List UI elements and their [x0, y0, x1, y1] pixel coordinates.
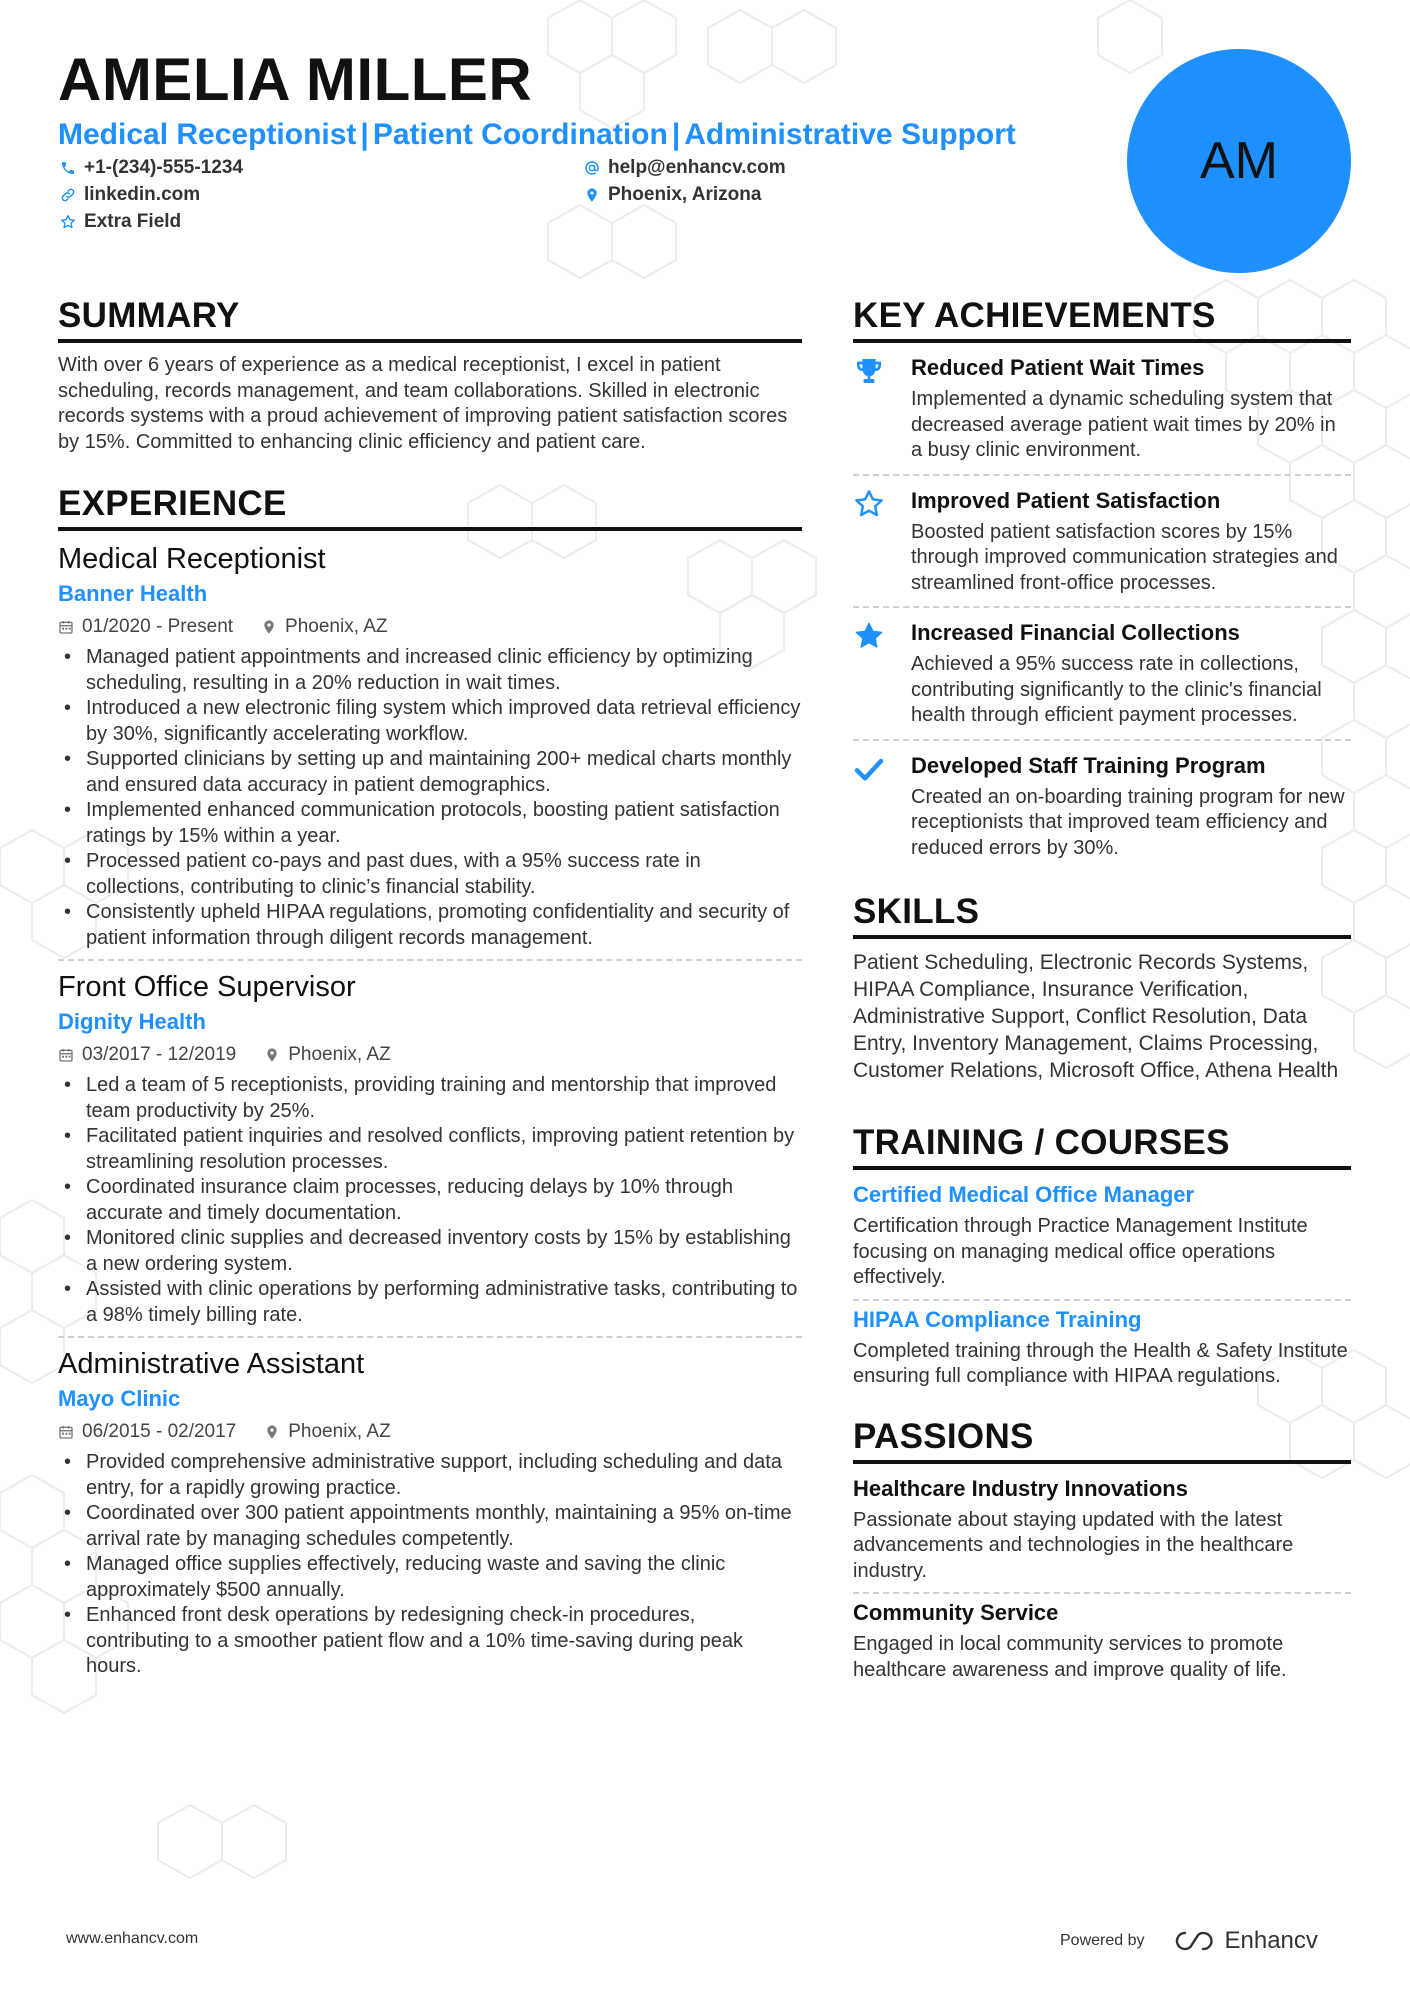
calendar-icon: [58, 1424, 74, 1440]
job-bullets: [58, 645, 802, 951]
footer-website-link[interactable]: www.enhancv.com: [66, 1930, 199, 1947]
job-meta: [58, 613, 802, 641]
footer-powered-by: [1060, 1927, 1318, 1955]
bullet-item: • Coordinated over 300 patient appointments monthly, maintaining a 95% on-time arrival rate by managing schedules competently.: [58, 1501, 802, 1552]
dashed-divider: [853, 474, 1351, 476]
training-section: [853, 1122, 1351, 1390]
experience-section: [58, 483, 802, 1680]
summary-text: With over 6 years of experience as a medical receptionist, I excel in patient scheduling, records management, and team collaborations. Skilled in electronic records systems with a proud achievement of improving patient satisfaction scores by 15%. Committed to enhancing clinic efficiency and patient care.: [58, 354, 788, 453]
bullet-item: • Introduced a new electronic filing system which improved data retrieval efficiency by 30%, significantly accelerating workflow.: [58, 696, 802, 747]
contact-location: [584, 184, 761, 206]
job-location-text: Phoenix, AZ: [288, 1044, 391, 1065]
passion-description: Engaged in local community services to promote healthcare awareness and improve quality of life.: [853, 1633, 1287, 1681]
summary-heading: SUMMARY: [58, 295, 802, 343]
map-pin-icon: [264, 1424, 280, 1440]
dashed-divider: [853, 1299, 1351, 1301]
tagline-separator: |: [671, 118, 681, 151]
achievement-title: Developed Staff Training Program: [911, 752, 1266, 778]
star-outline-icon: [853, 488, 885, 520]
achievement-item: [853, 751, 1351, 862]
job-title: Front Office Supervisor: [58, 971, 356, 1003]
key-achievements-section: [853, 295, 1351, 861]
location-text: Phoenix, Arizona: [608, 184, 762, 205]
job-entry: [58, 1346, 802, 1680]
training-description: Completed training through the Health & Safety Institute ensuring full compliance with HIPAA regulations.: [853, 1339, 1348, 1387]
achievement-description: Boosted patient satisfaction scores by 15% through improved communication strategies and streamlined front-office processes.: [911, 520, 1338, 594]
passions-section: [853, 1416, 1351, 1684]
map-pin-icon: [584, 187, 600, 203]
enhancv-brand-text: Enhancv: [1224, 1927, 1318, 1954]
bullet-item: • Consistently upheld HIPAA regulations, promoting confidentiality and security of patient information through diligent records management.: [58, 900, 802, 951]
map-pin-icon: [261, 619, 277, 635]
achievement-description: Achieved a 95% success rate in collections, contributing significantly to the clinic's financial health through efficient payment processes.: [911, 653, 1322, 726]
contact-extra-field: [60, 211, 181, 233]
achievement-description: Created an on-boarding training program for new receptionists that improved team efficiency and reduced errors by 30%.: [911, 785, 1345, 859]
achievement-item: [853, 486, 1351, 597]
dashed-divider: [58, 1336, 802, 1338]
skills-text: Patient Scheduling, Electronic Records Systems, HIPAA Compliance, Insurance Verification, Administrative Support, Conflict Resolution, Data Entry, Inventory Management, Claims Processing, Customer Relations, Microsoft Office, Athena Health: [853, 951, 1339, 1082]
extra-field-text: Extra Field: [84, 211, 182, 232]
job-entry: [58, 969, 802, 1328]
skills-heading: SKILLS: [853, 891, 1351, 939]
passion-title: Healthcare Industry Innovations: [853, 1475, 1188, 1501]
at-sign-icon: [584, 160, 600, 176]
training-title: Certified Medical Office Manager: [853, 1182, 1195, 1207]
achievement-title: Improved Patient Satisfaction: [911, 487, 1221, 513]
bullet-item: • Supported clinicians by setting up and maintaining 200+ medical charts monthly and ensured data accuracy in patient demographics.: [58, 747, 802, 798]
dashed-divider: [58, 959, 802, 961]
bullet-item: • Implemented enhanced communication protocols, boosting patient satisfaction ratings by 15% within a year.: [58, 798, 802, 849]
tagline-role-2: Patient Coordination: [372, 118, 668, 151]
email-text: help@enhancv.com: [608, 157, 786, 178]
bullet-item: • Managed patient appointments and increased clinic efficiency by optimizing scheduling, resulting in a 20% reduction in wait times.: [58, 645, 802, 696]
bullet-item: • Provided comprehensive administrative support, including scheduling and data entry, for a rapidly growing practice.: [58, 1450, 802, 1501]
job-dates: 01/2020 - Present: [82, 616, 234, 637]
summary-section: [58, 295, 802, 455]
tagline-role-3: Administrative Support: [684, 118, 1016, 151]
tagline-role-1: Medical Receptionist: [58, 118, 357, 151]
achievement-title: Reduced Patient Wait Times: [911, 355, 1205, 380]
training-item: [853, 1305, 1351, 1390]
bullet-item: • Processed patient co-pays and past dues, with a 95% success rate in collections, contributing to clinic’s financial stability.: [58, 849, 802, 900]
phone-icon: [60, 160, 76, 176]
trophy-icon: [853, 355, 885, 387]
key-achievements-heading: KEY ACHIEVEMENTS: [853, 295, 1351, 343]
avatar: [1127, 49, 1351, 273]
job-entry: [58, 541, 802, 951]
job-title: Administrative Assistant: [58, 1348, 365, 1380]
job-dates: 06/2015 - 02/2017: [82, 1421, 237, 1442]
achievement-description: Implemented a dynamic scheduling system that decreased average patient wait times by 20% in a busy clinic environment.: [911, 388, 1336, 461]
linkedin-text: linkedin.com: [84, 184, 201, 205]
enhancv-logo[interactable]: [1171, 1927, 1318, 1955]
job-meta: [58, 1418, 802, 1446]
passion-description: Passionate about staying updated with the latest advancements and technologies in the healthcare industry.: [853, 1508, 1294, 1582]
job-location: [264, 1418, 390, 1446]
calendar-icon: [58, 1047, 74, 1063]
bullet-item: • Assisted with clinic operations by performing administrative tasks, contributing to a 98% timely billing rate.: [58, 1277, 802, 1328]
phone-text: +1-(234)-555-1234: [84, 157, 243, 178]
contact-phone[interactable]: [60, 157, 243, 179]
training-title: HIPAA Compliance Training: [853, 1306, 1142, 1332]
job-bullets: [58, 1450, 802, 1680]
tagline-separator: |: [360, 118, 369, 151]
training-heading: TRAINING / COURSES: [853, 1122, 1351, 1170]
experience-heading: EXPERIENCE: [58, 483, 802, 531]
training-item: [853, 1180, 1351, 1291]
candidate-name: AMELIA MILLER: [58, 46, 533, 113]
bullet-item: • Managed office supplies effectively, reducing waste and saving the clinic approximately $500 annually.: [58, 1552, 802, 1603]
contact-linkedin[interactable]: [60, 184, 200, 206]
checkmark-icon: [853, 753, 885, 785]
achievement-item: [853, 618, 1351, 729]
left-column: [58, 295, 802, 1680]
job-meta: [58, 1041, 802, 1069]
job-dates: 03/2017 - 12/2019: [82, 1044, 237, 1065]
star-outline-icon: [60, 214, 76, 230]
dashed-divider: [853, 739, 1351, 741]
passion-item: [853, 1474, 1351, 1585]
enhancv-logo-icon: [1171, 1929, 1217, 1953]
job-company: Mayo Clinic: [58, 1386, 181, 1411]
bullet-item: • Coordinated insurance claim processes, reducing delays by 10% through accurate and timely documentation.: [58, 1175, 802, 1226]
calendar-icon: [58, 619, 74, 635]
powered-by-text: Powered by: [1060, 1932, 1145, 1949]
achievement-item: [853, 353, 1351, 464]
job-bullets: [58, 1073, 802, 1328]
job-company: Banner Health: [58, 581, 208, 606]
job-location: [264, 1041, 390, 1069]
job-location-text: Phoenix, AZ: [285, 616, 388, 637]
dashed-divider: [853, 1592, 1351, 1594]
passion-item: [853, 1598, 1351, 1683]
right-column: [853, 295, 1351, 1683]
avatar-initials: AM: [1200, 132, 1278, 190]
bullet-item: • Enhanced front desk operations by redesigning check-in procedures, contributing to a smoother patient flow and a 10% time-saving during peak hours.: [58, 1603, 802, 1680]
achievement-title: Increased Financial Collections: [911, 620, 1240, 645]
job-company: Dignity Health: [58, 1009, 206, 1034]
headline-tagline: [58, 116, 1016, 154]
contact-email[interactable]: [584, 157, 786, 179]
bullet-item: • Monitored clinic supplies and decreased inventory costs by 15% by establishing a new ordering system.: [58, 1226, 802, 1277]
passions-heading: PASSIONS: [853, 1416, 1351, 1464]
job-location: [261, 613, 387, 641]
job-title: Medical Receptionist: [58, 543, 326, 575]
map-pin-icon: [264, 1047, 280, 1063]
skills-section: [853, 891, 1351, 1084]
bullet-item: • Led a team of 5 receptionists, providing training and mentorship that improved team productivity by 25%.: [58, 1073, 802, 1124]
passion-title: Community Service: [853, 1600, 1059, 1625]
training-description: Certification through Practice Management Institute focusing on managing medical office operations effectively.: [853, 1215, 1308, 1288]
dashed-divider: [853, 606, 1351, 608]
star-filled-icon: [853, 620, 885, 652]
job-location-text: Phoenix, AZ: [288, 1421, 391, 1442]
link-icon: [60, 187, 76, 203]
bullet-item: • Facilitated patient inquiries and resolved conflicts, improving patient retention by streamlining resolution processes.: [58, 1124, 802, 1175]
